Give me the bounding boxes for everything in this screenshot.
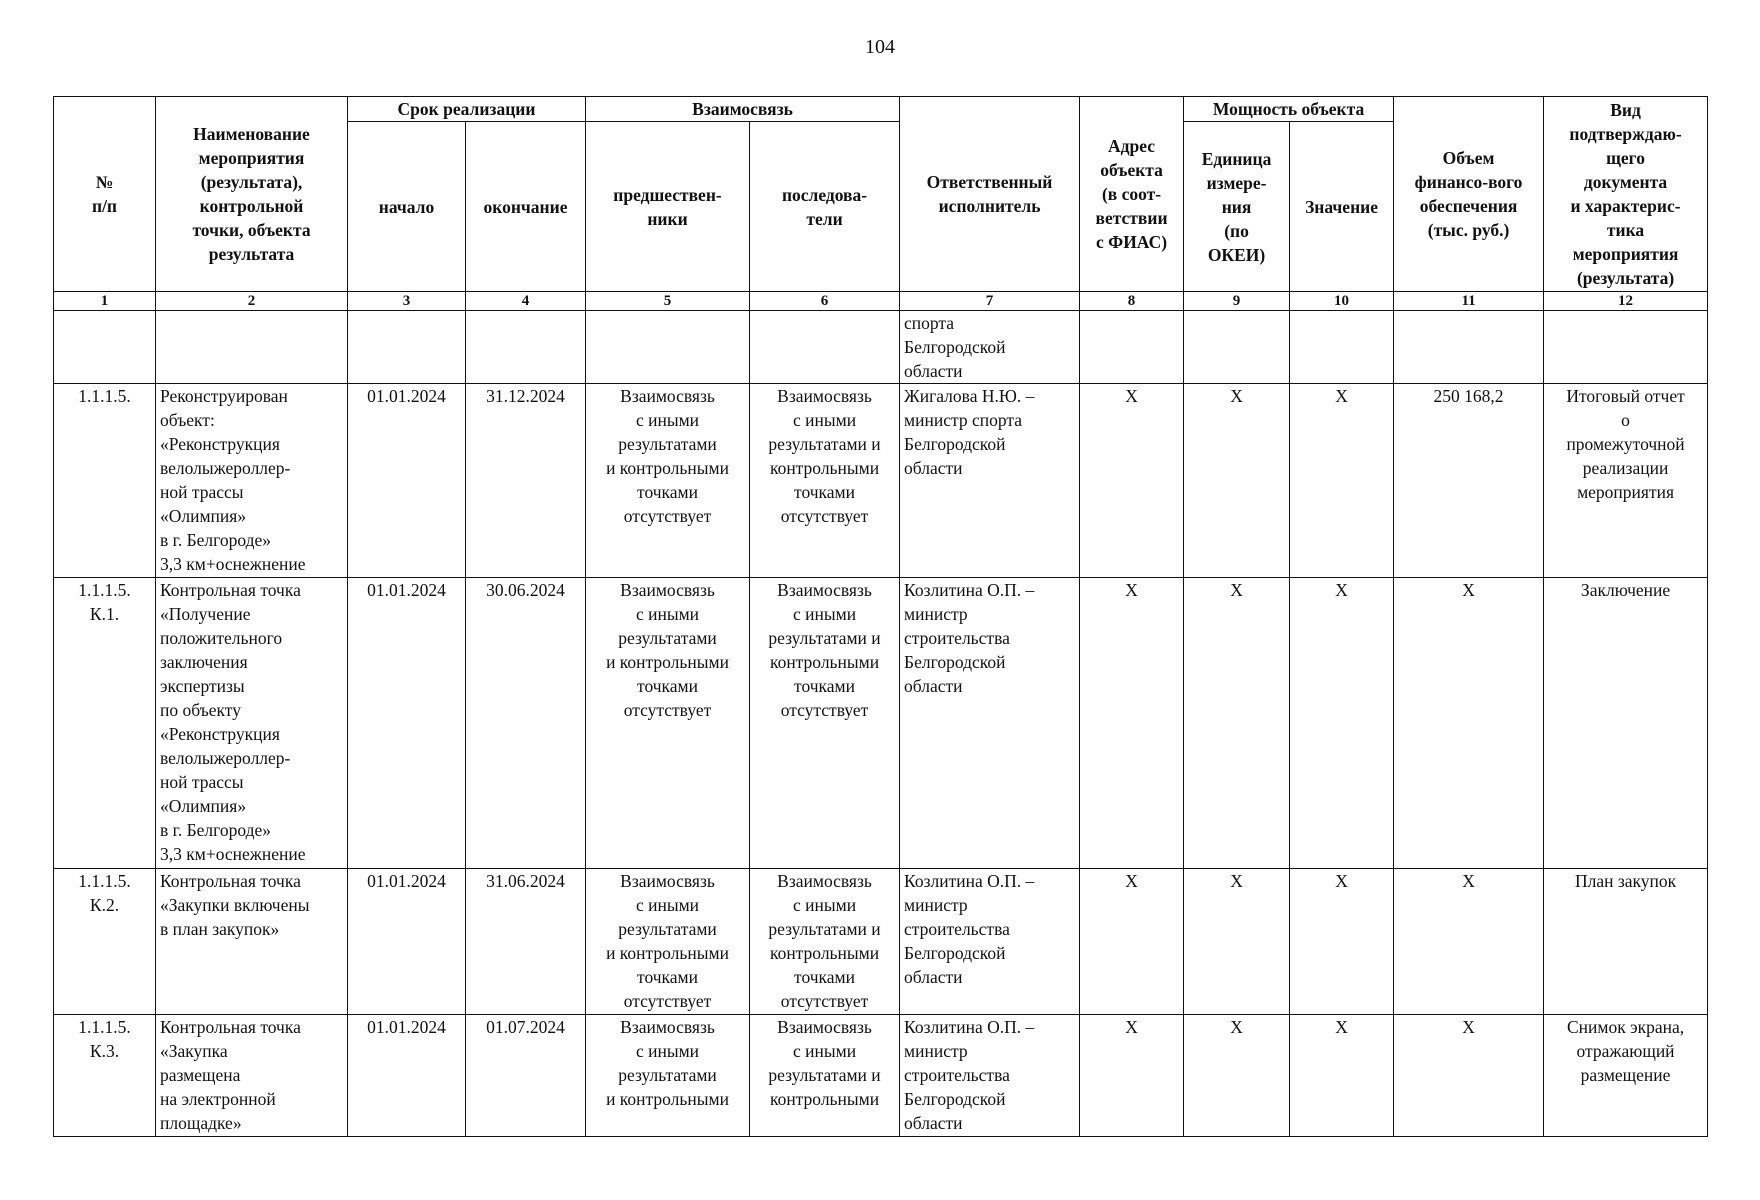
column-number: 1 <box>54 292 156 311</box>
cell-number: 1.1.1.5. К.2. <box>54 869 156 1015</box>
implementation-plan-table <box>53 96 1708 1137</box>
cell-unit: Х <box>1184 869 1290 1015</box>
cell-address <box>1080 311 1184 384</box>
column-number: 9 <box>1184 292 1290 311</box>
header-value: Значение <box>1290 122 1394 292</box>
cell-document: Заключение <box>1544 578 1708 869</box>
cell-end: 30.06.2024 <box>466 578 586 869</box>
cell-address: Х <box>1080 578 1184 869</box>
cell-document <box>1544 311 1708 384</box>
cell-number: 1.1.1.5. К.1. <box>54 578 156 869</box>
header-financing: Объем финансо-вого обеспечения (тыс. руб.) <box>1394 97 1544 292</box>
cell-unit: Х <box>1184 1015 1290 1137</box>
cell-financing: Х <box>1394 1015 1544 1137</box>
header-unit: Единица измере- ния (по ОКЕИ) <box>1184 122 1290 292</box>
cell-number <box>54 311 156 384</box>
cell-unit <box>1184 311 1290 384</box>
cell-successors: Взаимосвязь с иными результатами и контрольными точками отсутствует <box>750 869 900 1015</box>
cell-end <box>466 311 586 384</box>
cell-document: Итоговый отчет о промежуточной реализации мероприятия <box>1544 384 1708 578</box>
cell-responsible: Жигалова Н.Ю. – министр спорта Белгородской области <box>900 384 1080 578</box>
cell-unit: Х <box>1184 578 1290 869</box>
cell-number: 1.1.1.5. <box>54 384 156 578</box>
header-start: начало <box>348 122 466 292</box>
cell-successors: Взаимосвязь с иными результатами и контрольными точками отсутствует <box>750 384 900 578</box>
cell-value: Х <box>1290 869 1394 1015</box>
cell-financing <box>1394 311 1544 384</box>
cell-number: 1.1.1.5. К.3. <box>54 1015 156 1137</box>
column-number: 2 <box>156 292 348 311</box>
cell-successors: Взаимосвязь с иными результатами и контрольными <box>750 1015 900 1137</box>
header-responsible: Ответственный исполнитель <box>900 97 1080 292</box>
table-header <box>54 97 1708 311</box>
cell-end: 01.07.2024 <box>466 1015 586 1137</box>
table-row <box>54 311 1708 384</box>
column-number: 11 <box>1394 292 1544 311</box>
cell-name: Реконструирован объект: «Реконструкция велолыжероллер- ной трассы «Олимпия» в г. Белгороде» 3,3 км+оснежнение <box>156 384 348 578</box>
cell-address: Х <box>1080 1015 1184 1137</box>
header-end: окончание <box>466 122 586 292</box>
column-number: 3 <box>348 292 466 311</box>
cell-start: 01.01.2024 <box>348 384 466 578</box>
header-name: Наименование мероприятия (результата), контрольной точки, объекта результата <box>156 97 348 292</box>
cell-address: Х <box>1080 384 1184 578</box>
column-number: 8 <box>1080 292 1184 311</box>
header-document: Вид подтверждаю- щего документа и характерис- тика мероприятия (результата) <box>1544 97 1708 292</box>
cell-name: Контрольная точка «Получение положительного заключения экспертизы по объекту «Реконструкция велолыжероллер- ной трассы «Олимпия» в г. Белгороде» 3,3 км+оснежнение <box>156 578 348 869</box>
cell-successors: Взаимосвязь с иными результатами и контрольными точками отсутствует <box>750 578 900 869</box>
column-number: 7 <box>900 292 1080 311</box>
cell-start: 01.01.2024 <box>348 869 466 1015</box>
header-address: Адрес объекта (в соот- ветствии с ФИАС) <box>1080 97 1184 292</box>
cell-start: 01.01.2024 <box>348 1015 466 1137</box>
cell-start <box>348 311 466 384</box>
table-row <box>54 384 1708 578</box>
header-group-power: Мощность объекта <box>1184 97 1394 122</box>
cell-responsible: спорта Белгородской области <box>900 311 1080 384</box>
cell-predecessors: Взаимосвязь с иными результатами и контрольными точками отсутствует <box>586 578 750 869</box>
header-group-period: Срок реализации <box>348 97 586 122</box>
cell-financing: Х <box>1394 578 1544 869</box>
cell-end: 31.06.2024 <box>466 869 586 1015</box>
header-group-link: Взаимосвязь <box>586 97 900 122</box>
column-number-row <box>54 292 1708 311</box>
cell-responsible: Козлитина О.П. – министр строительства Белгородской области <box>900 869 1080 1015</box>
cell-predecessors: Взаимосвязь с иными результатами и контрольными точками отсутствует <box>586 384 750 578</box>
cell-document: Снимок экрана, отражающий размещение <box>1544 1015 1708 1137</box>
cell-predecessors: Взаимосвязь с иными результатами и контрольными <box>586 1015 750 1137</box>
cell-name: Контрольная точка «Закупка размещена на электронной площадке» <box>156 1015 348 1137</box>
header-successors: последова- тели <box>750 122 900 292</box>
column-number: 5 <box>586 292 750 311</box>
cell-value: Х <box>1290 578 1394 869</box>
cell-end: 31.12.2024 <box>466 384 586 578</box>
cell-responsible: Козлитина О.П. – министр строительства Белгородской области <box>900 578 1080 869</box>
table-row <box>54 1015 1708 1137</box>
header-number: № п/п <box>54 97 156 292</box>
column-number: 12 <box>1544 292 1708 311</box>
cell-unit: Х <box>1184 384 1290 578</box>
cell-document: План закупок <box>1544 869 1708 1015</box>
cell-responsible: Козлитина О.П. – министр строительства Белгородской области <box>900 1015 1080 1137</box>
cell-successors <box>750 311 900 384</box>
cell-address: Х <box>1080 869 1184 1015</box>
cell-financing: 250 168,2 <box>1394 384 1544 578</box>
cell-value <box>1290 311 1394 384</box>
table-row <box>54 869 1708 1015</box>
cell-predecessors: Взаимосвязь с иными результатами и контрольными точками отсутствует <box>586 869 750 1015</box>
cell-name: Контрольная точка «Закупки включены в план закупок» <box>156 869 348 1015</box>
column-number: 10 <box>1290 292 1394 311</box>
table-body <box>54 311 1708 1137</box>
cell-value: Х <box>1290 384 1394 578</box>
page-number: 104 <box>865 36 895 58</box>
column-number: 6 <box>750 292 900 311</box>
cell-predecessors <box>586 311 750 384</box>
cell-financing: Х <box>1394 869 1544 1015</box>
cell-start: 01.01.2024 <box>348 578 466 869</box>
header-predecessors: предшествен- ники <box>586 122 750 292</box>
table-row <box>54 578 1708 869</box>
column-number: 4 <box>466 292 586 311</box>
cell-value: Х <box>1290 1015 1394 1137</box>
cell-name <box>156 311 348 384</box>
